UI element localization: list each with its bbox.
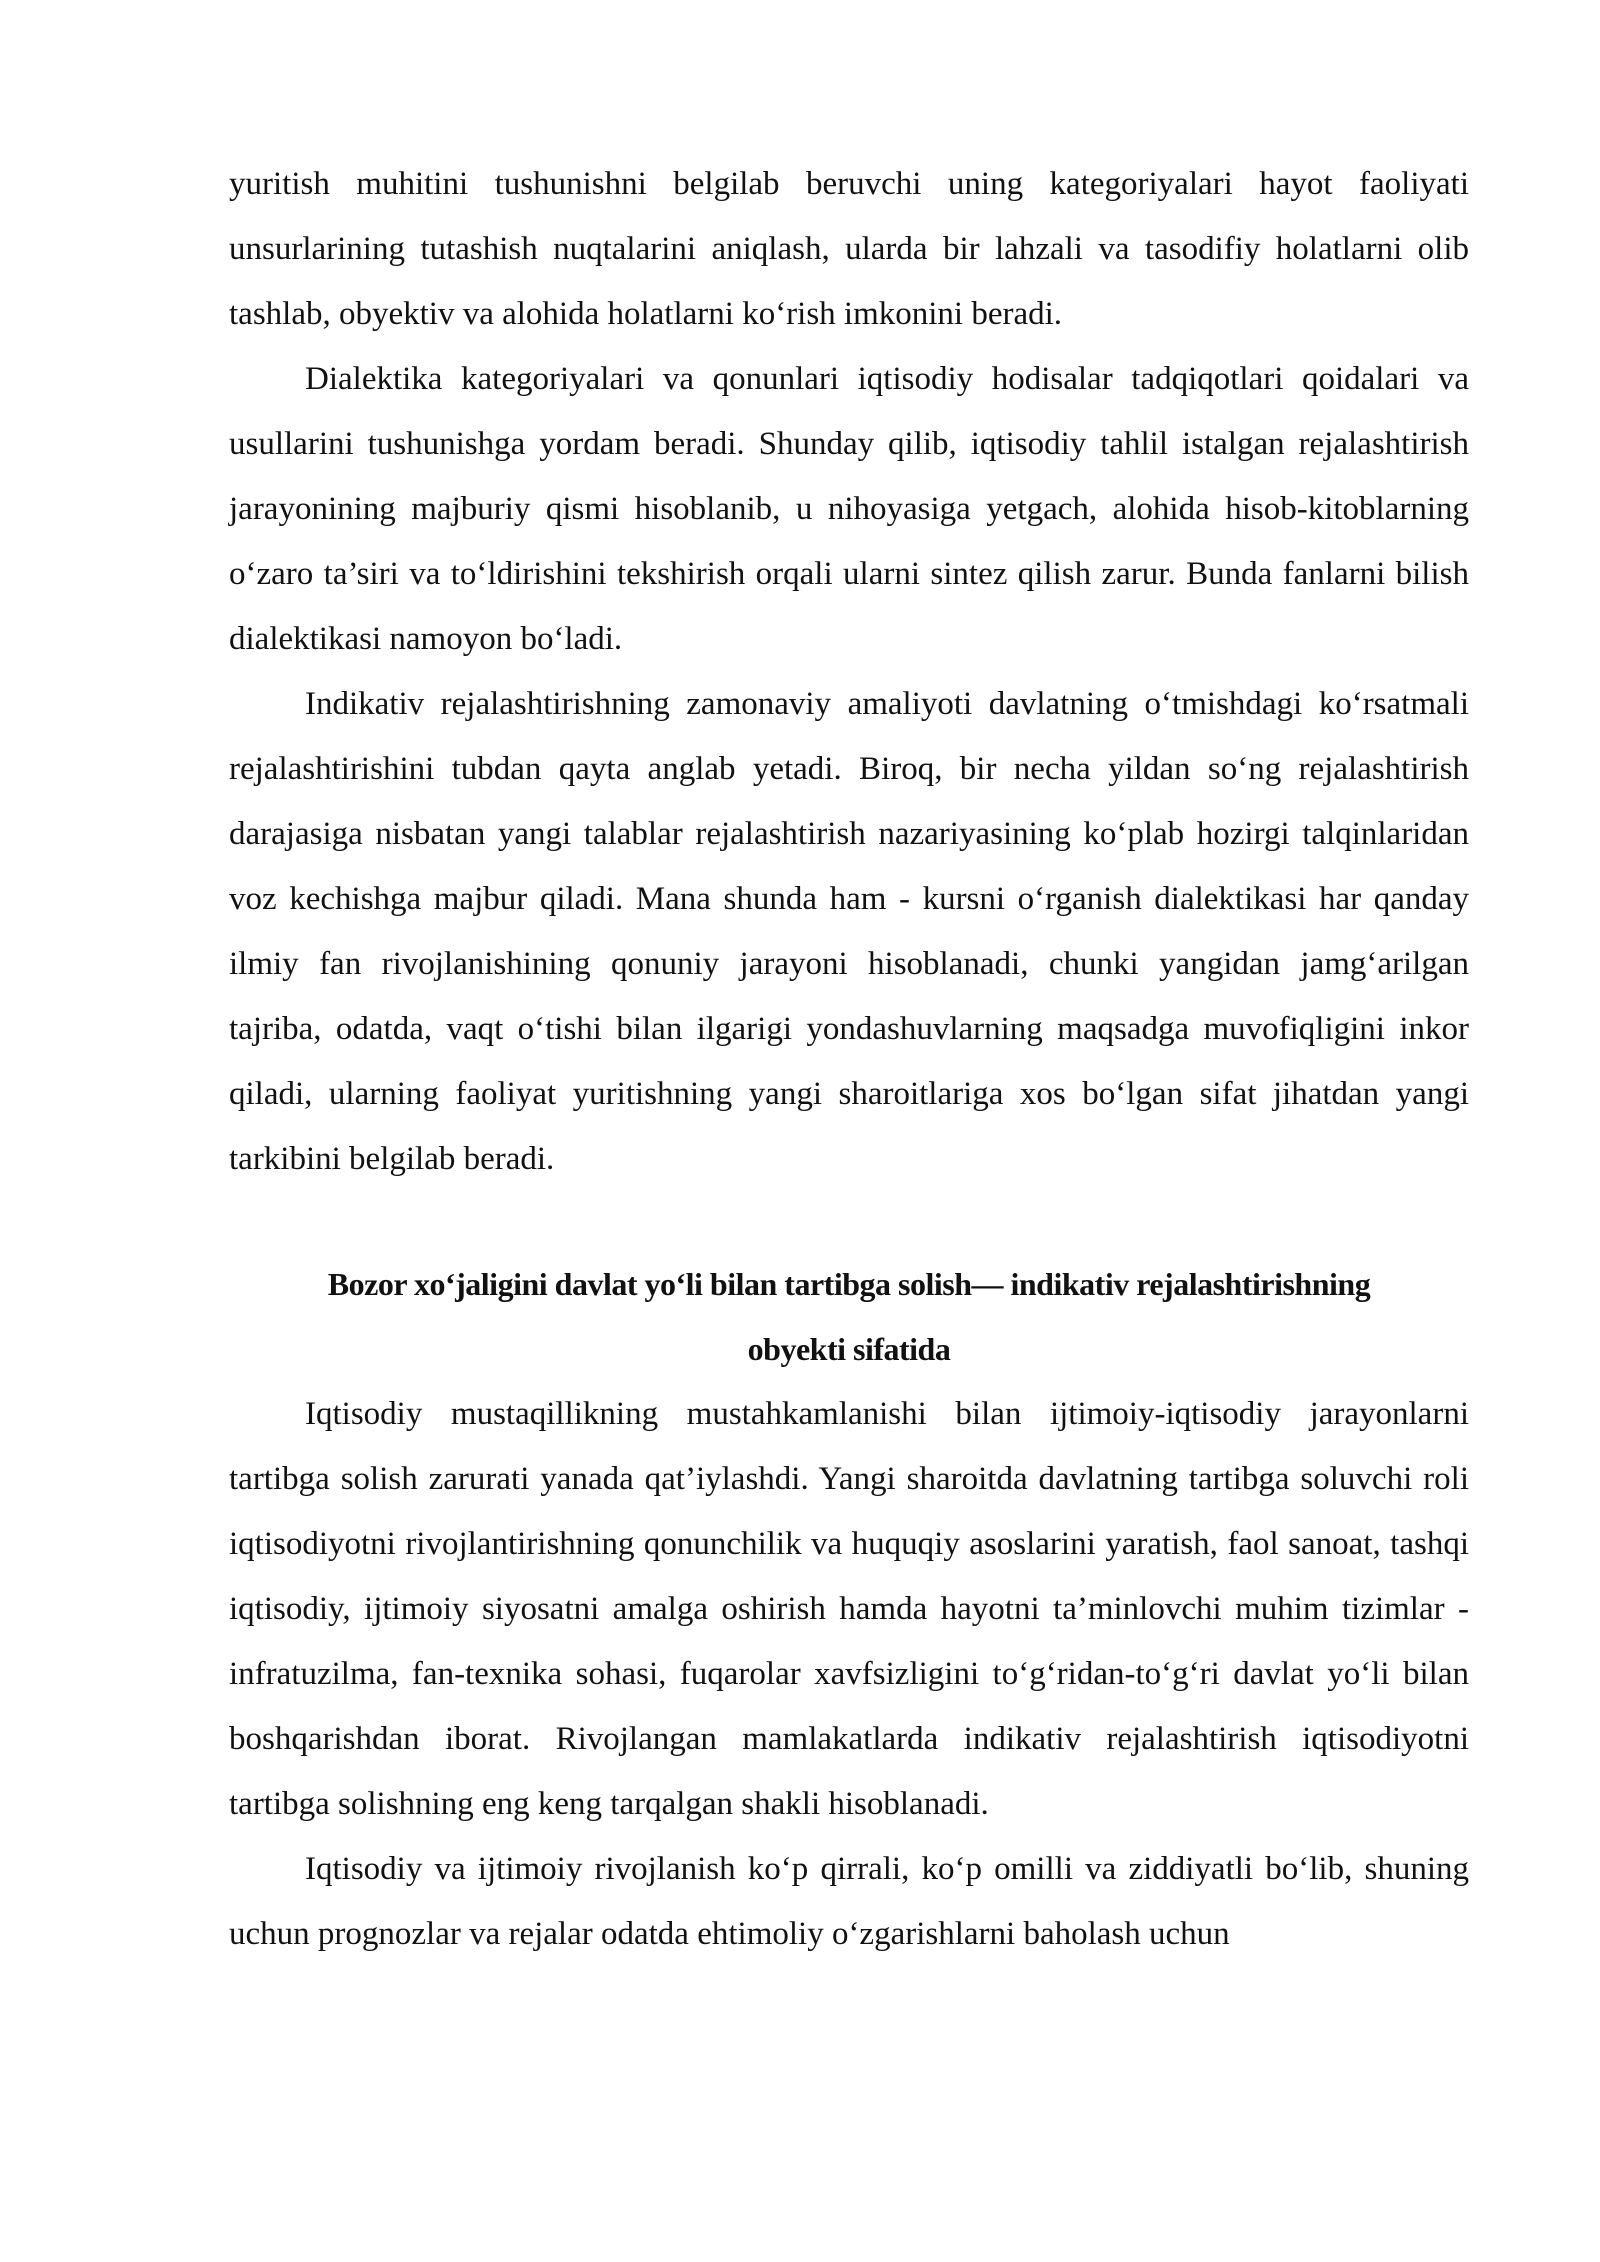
paragraph-social-development: Iqtisodiy va ijtimoiy rivojlanish ko‘p qirrali, ko‘p omilli va ziddiyatli bo‘lib, shuning uchun prognozlar va rejalar odatda ehtimoliy o‘zgarishlarni baholash uchun — [229, 1851, 1469, 1952]
paragraph-economic-independence: Iqtisodiy mustaqillikning mustahkamlanishi bilan ijtimoiy-iqtisodiy jarayonlarni tartibga solish zarurati yanada qat’iylashdi. Yangi sharoitda davlatning tartibga soluvchi roli iqtisodiyotni rivojlantirishning qonunchilik va huquqiy asoslarini yaratish, faol sanoat, tashqi iqtisodiy, ijtimoiy siyosatni amalga oshirish hamda hayotni ta’minlovchi muhim tizimlar - infratuzilma, fan-texnika sohasi, fuqarolar xavfsizligini to‘g‘ridan-to‘g‘ri davlat yo‘li bilan boshqarishdan iborat. Rivojlangan mamlakatlarda indikativ rejalashtirish iqtisodiyotni tartibga solishning eng keng tarqalgan shakli hisoblanadi. — [229, 1396, 1469, 1822]
section-heading-line-1: Bozor xo‘jaligini davlat yo‘li bilan tartibga solish— indikativ rejalashtirishning — [327, 1266, 1371, 1302]
section-heading-line-2: obyekti sifatida — [747, 1331, 951, 1367]
section-heading — [229, 1252, 1469, 1382]
document-page — [229, 152, 1469, 1967]
paragraph-dialectics: Dialektika kategoriyalari va qonunlari iqtisodiy hodisalar tadqiqotlari qoidalari va usullarini tushunishga yordam beradi. Shunday qilib, iqtisodiy tahlil istalgan rejalashtirish jarayonining majburiy qismi hisoblanib, u nihoyasiga yetgach, alohida hisob-kitoblarning o‘zaro ta’siri va to‘ldirishini tekshirish orqali ularni sintez qilish zarur. Bunda fanlarni bilish dialektikasi namoyon bo‘ladi. — [229, 361, 1469, 657]
paragraph-indicative-planning: Indikativ rejalashtirishning zamonaviy amaliyoti davlatning o‘tmishdagi ko‘rsatmali rejalashtirishini tubdan qayta anglab yetadi. Biroq, bir necha yildan so‘ng rejalashtirish darajasiga nisbatan yangi talablar rejalashtirish nazariyasining ko‘plab hozirgi talqinlaridan voz kechishga majbur qiladi. Mana shunda ham - kursni o‘rganish dialektikasi har qanday ilmiy fan rivojlanishining qonuniy jarayoni hisoblanadi, chunki yangidan jamg‘arilgan tajriba, odatda, vaqt o‘tishi bilan ilgarigi yondashuvlarning maqsadga muvofiqligini inkor qiladi, ularning faoliyat yuritishning yangi sharoitlariga xos bo‘lgan sifat jihatdan yangi tarkibini belgilab beradi. — [229, 686, 1469, 1177]
paragraph-continuation: yuritish muhitini tushunishni belgilab beruvchi uning kategoriyalari hayot faoliyati unsurlarining tutashish nuqtalarini aniqlash, ularda bir lahzali va tasodifiy holatlarni olib tashlab, obyektiv va alohida holatlarni ko‘rish imkonini beradi. — [229, 166, 1469, 332]
